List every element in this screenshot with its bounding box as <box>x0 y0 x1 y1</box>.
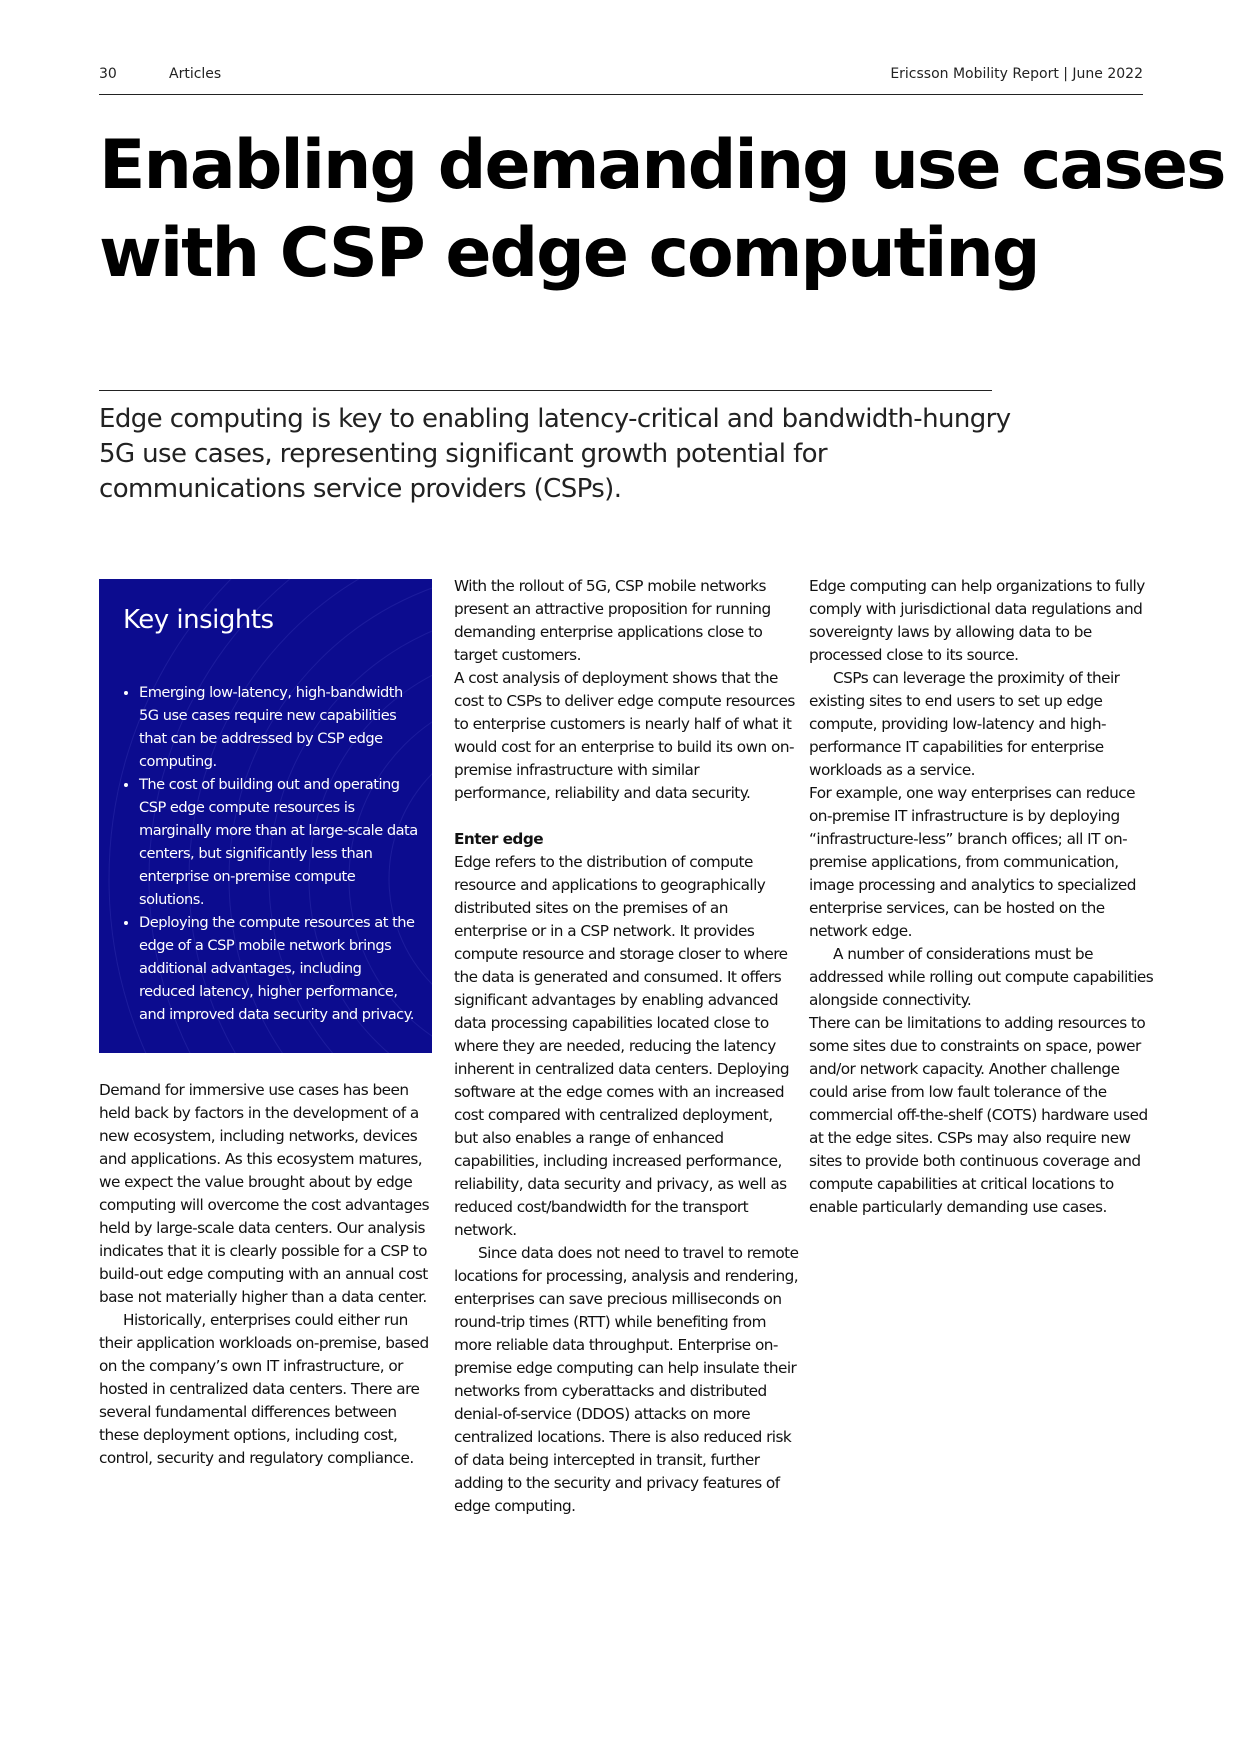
report-title: Ericsson Mobility Report | June 2022 <box>890 66 1143 82</box>
body-column-2 <box>454 575 799 1518</box>
insight-item: • Emerging low-latency, high-bandwidth 5G use cases require new capabilities that can be addressed by CSP edge computing. <box>139 681 418 773</box>
paragraph: A cost analysis of deployment shows that the cost to CSPs to deliver edge compute resources to enterprise customers is nearly half of what it would cost for an enterprise to build its own on-premise infrastructure with similar performance, reliability and data security. <box>454 669 795 802</box>
paragraph: Edge refers to the distribution of compute resource and applications to geographically distributed sites on the premises of an enterprise or in a CSP network. It provides compute resource and storage closer to where the data is generated and consumed. It offers significant advantages by enabling advanced data processing capabilities located close to where they are needed, reducing the latency inherent in centralized data centers. Deploying software at the edge comes with an increased cost compared with centralized deployment, but also enables a range of enhanced capabilities, including increased performance, reliability, data security and privacy, as well as reduced cost/bandwidth for the transport network. <box>454 853 790 1239</box>
paragraph: Demand for immersive use cases has been held back by factors in the development of a new ecosystem, including networks, devices and applications. As this ecosystem matures, we expect the value brought about by edge computing will overcome the cost advantages held by large-scale data centers. Our analysis indicates that it is clearly possible for a CSP to build-out edge computing with an annual cost base not materially higher than a data center. <box>99 1081 430 1306</box>
insight-item: • The cost of building out and operating CSP edge compute resources is marginally more than at large-scale data centers, but significantly less than enterprise on-premise compute solutions. <box>139 773 418 911</box>
paragraph: For example, one way enterprises can reduce on-premise IT infrastructure is by deploying “infrastructure-less” branch offices; all IT on-premise applications, from communication, image processing and analytics to specialized enterprise services, can be hosted on the network edge. <box>809 784 1136 940</box>
article-lede: Edge computing is key to enabling latency-critical and bandwidth-hungry 5G use cases, representing significant growth potential for communications service providers (CSPs). <box>99 404 1011 504</box>
page-number: 30 <box>99 66 117 82</box>
key-insights-box <box>99 579 432 1053</box>
article-title-line-2: with CSP edge computing <box>99 214 1039 293</box>
section-label: Articles <box>169 66 222 82</box>
subheading-enter-edge: Enter edge <box>454 830 544 848</box>
article-title <box>99 122 1225 298</box>
article-title-line-1: Enabling demanding use cases <box>99 126 1225 205</box>
page-header <box>99 66 1143 95</box>
paragraph: Since data does not need to travel to remote locations for processing, analysis and rendering, enterprises can save precious milliseconds on round-trip times (RTT) while benefiting from more reliable data throughput. Enterprise on-premise edge computing can help insulate their networks from cyberattacks and distributed denial-of-service (DDOS) attacks on more centralized locations. There is also reduced risk of data being intercepted in transit, further adding to the security and privacy features of edge computing. <box>454 1244 799 1515</box>
paragraph: There can be limitations to adding resources to some sites due to constraints on space, power and/or network capacity. Another challenge could arise from low fault tolerance of the commercial off-the-shelf (COTS) hardware used at the edge sites. CSPs may also require new sites to provide both continuous coverage and compute capabilities at critical locations to enable particularly demanding use cases. <box>809 1014 1148 1216</box>
body-column-3 <box>809 575 1154 1219</box>
body-column-1 <box>99 1079 437 1470</box>
key-insights-list <box>119 681 418 1026</box>
lede-divider <box>99 390 992 391</box>
paragraph: With the rollout of 5G, CSP mobile networks present an attractive proposition for running demanding enterprise applications close to target customers. <box>454 577 771 664</box>
paragraph: Edge computing can help organizations to fully comply with jurisdictional data regulations and sovereignty laws by allowing data to be processed close to its source. <box>809 577 1145 664</box>
paragraph: Historically, enterprises could either run their application workloads on-premise, based on the company’s own IT infrastructure, or hosted in centralized data centers. There are several fundamental differences between these deployment options, including cost, control, security and regulatory compliance. <box>99 1311 429 1467</box>
key-insights-heading: Key insights <box>123 605 274 635</box>
insight-item: • Deploying the compute resources at the edge of a CSP mobile network brings additional advantages, including reduced latency, higher performance, and improved data security and privacy. <box>139 911 418 1026</box>
paragraph: CSPs can leverage the proximity of their existing sites to end users to set up edge compute, providing low-latency and high-performance IT capabilities for enterprise workloads as a service. <box>809 669 1120 779</box>
paragraph: A number of considerations must be addressed while rolling out compute capabilities alongside connectivity. <box>809 945 1154 1009</box>
